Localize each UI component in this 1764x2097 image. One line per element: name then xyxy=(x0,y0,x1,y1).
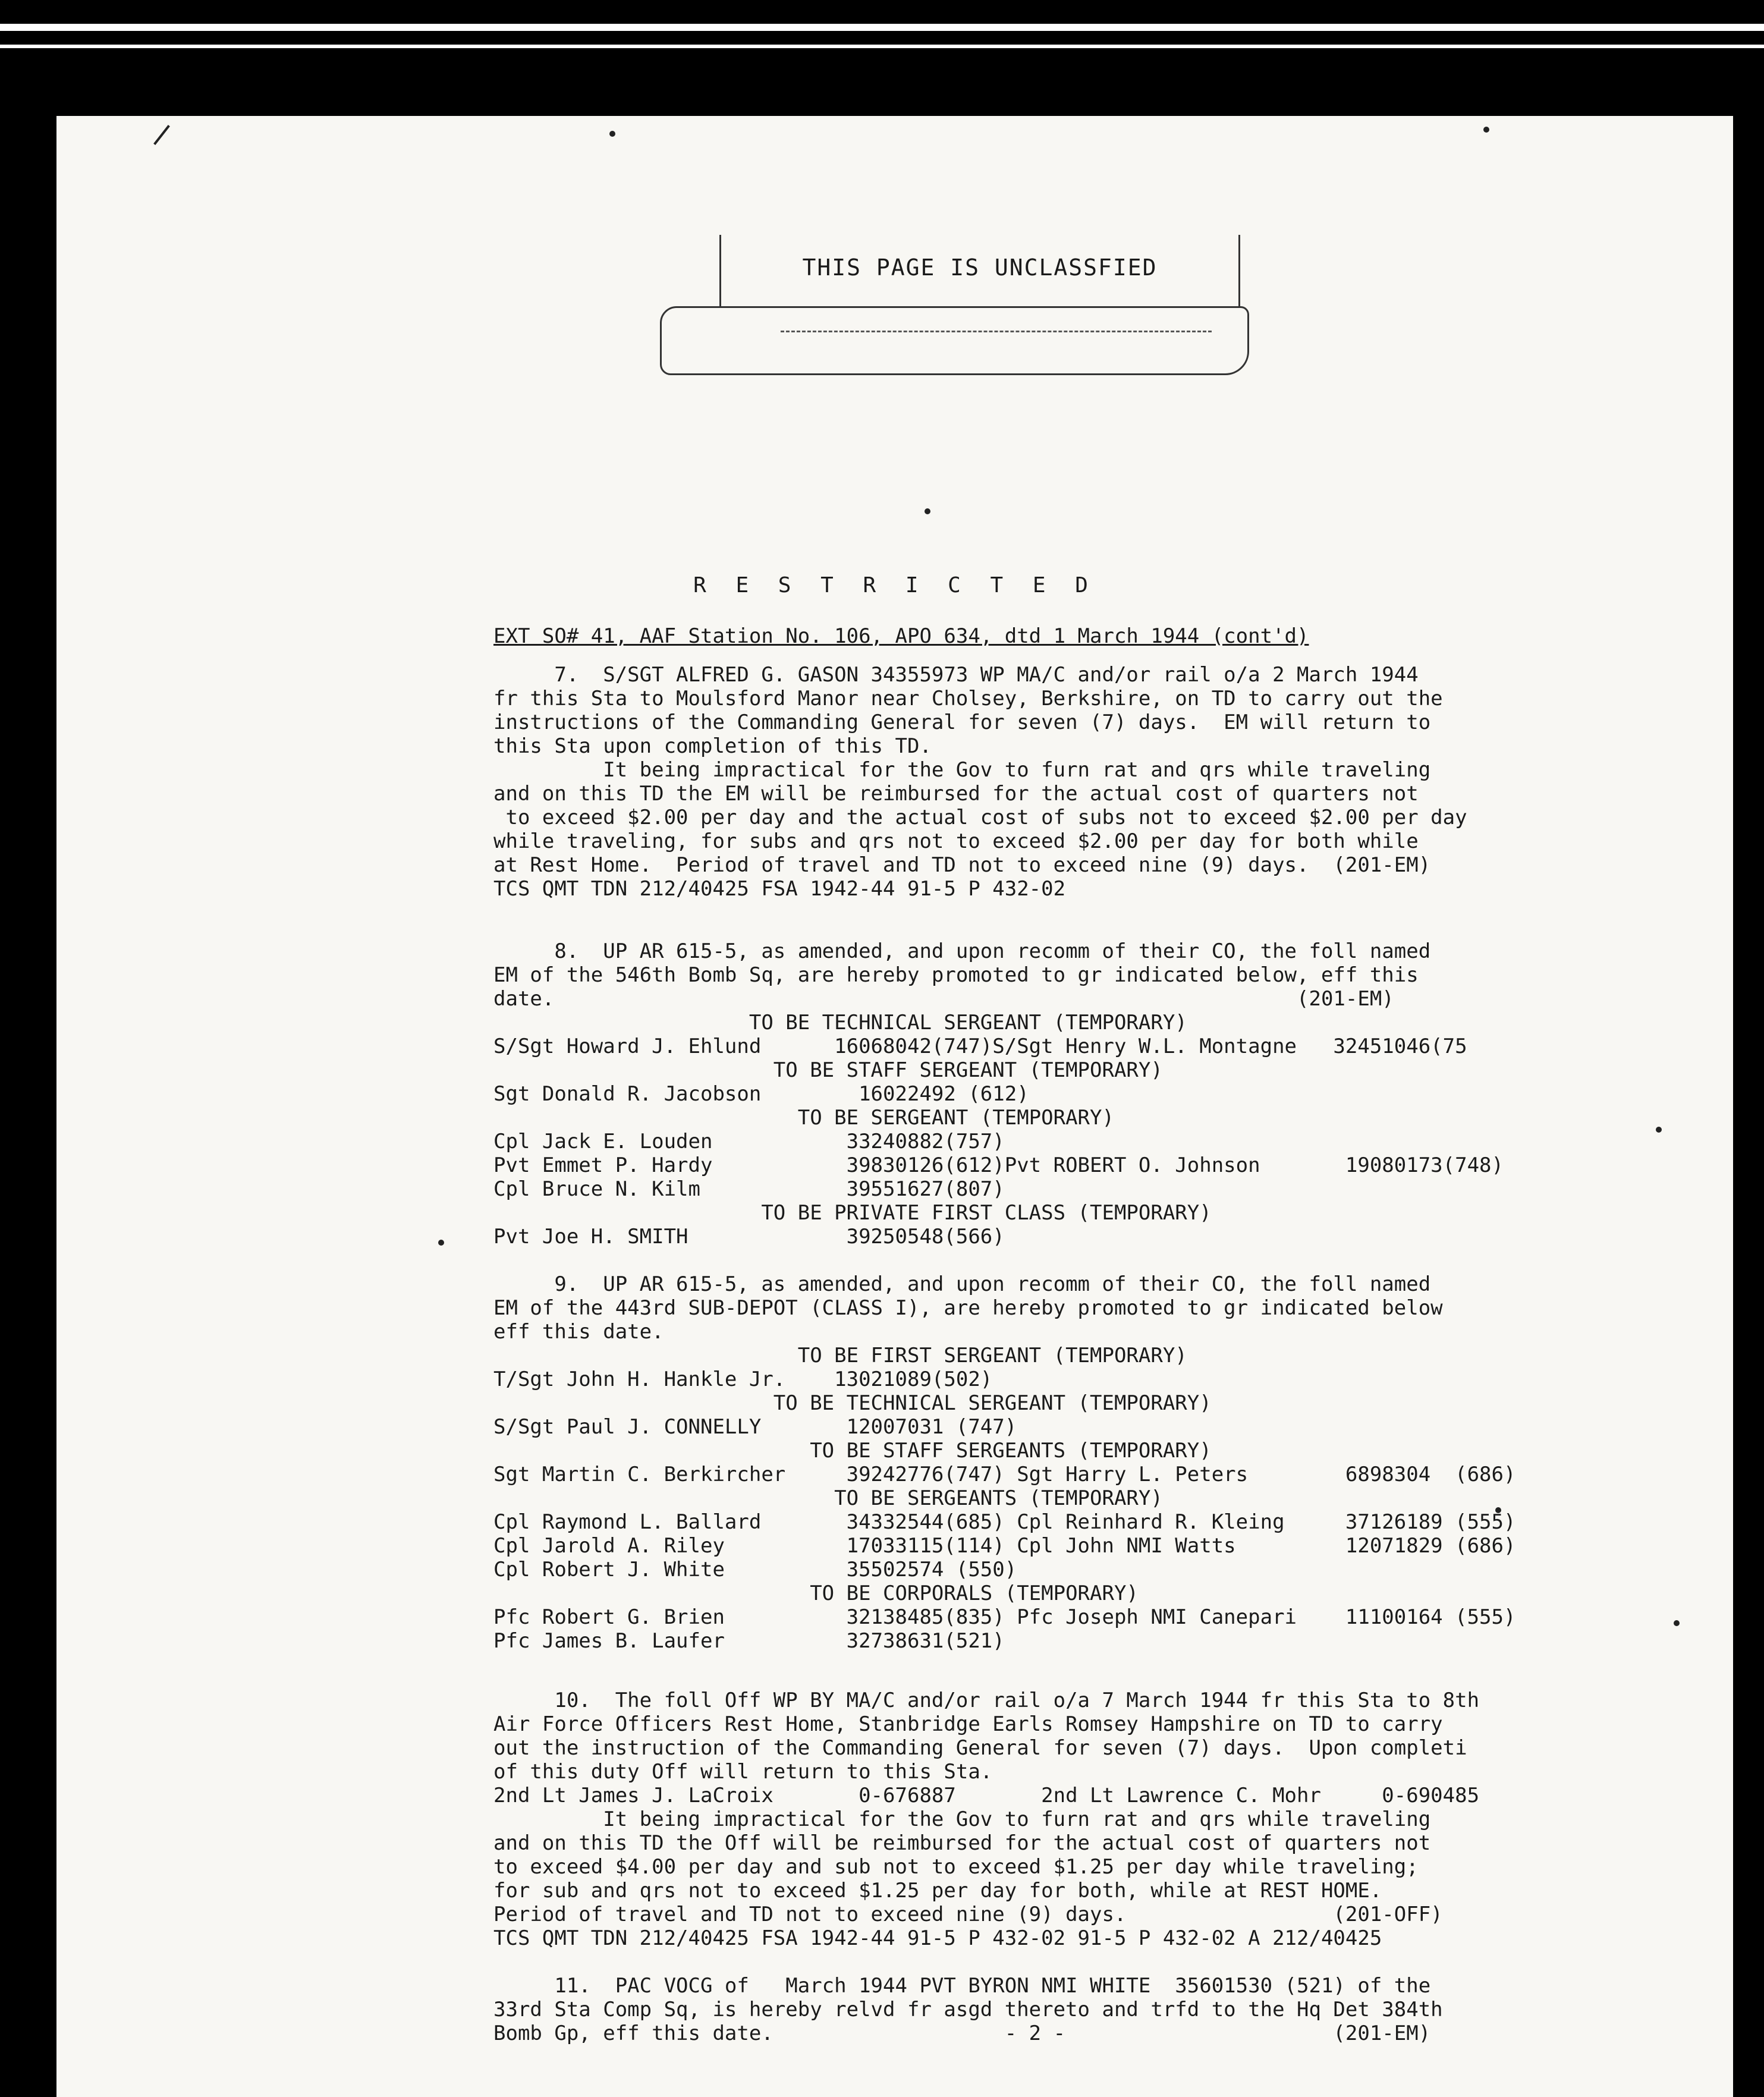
stamp-label: THIS PAGE IS UNCLASSFIED xyxy=(802,254,1158,281)
text-line: TO BE TECHNICAL SERGEANT (TEMPORARY) xyxy=(493,1391,1212,1415)
text-line: Air Force Officers Rest Home, Stanbridge Earls Romsey Hampshire on TD to carry xyxy=(493,1712,1443,1736)
text-line: S/Sgt Howard J. Ehlund 16068042(747)S/Sgt Henry W.L. Montagne 32451046(75 xyxy=(493,1035,1467,1058)
text-line: at Rest Home. Period of travel and TD not to exceed nine (9) days. (201-EM) xyxy=(493,853,1431,877)
text-line: TO BE FIRST SERGEANT (TEMPORARY) xyxy=(493,1344,1187,1367)
border-rule-1 xyxy=(0,24,1764,31)
text-line: to exceed $4.00 per day and sub not to exceed $1.25 per day while traveling; xyxy=(493,1855,1419,1879)
text-line: It being impractical for the Gov to furn rat and qrs while traveling xyxy=(493,1807,1431,1831)
text-line: TO BE STAFF SERGEANTS (TEMPORARY) xyxy=(493,1439,1212,1463)
text-line: T/Sgt John H. Hankle Jr. 13021089(502) xyxy=(493,1367,993,1391)
scan-mark xyxy=(153,125,170,145)
text-line: to exceed $2.00 per day and the actual cost of subs not to exceed $2.00 per day xyxy=(493,806,1467,829)
document-page xyxy=(56,116,1733,2097)
text-line: Cpl Raymond L. Ballard 34332544(685) Cpl Reinhard R. Kleing 37126189 (555) xyxy=(493,1510,1516,1534)
text-line: 2nd Lt James J. LaCroix 0-676887 2nd Lt Lawrence C. Mohr 0-690485 xyxy=(493,1784,1480,1807)
classification-heading: R E S T R I C T E D xyxy=(693,573,1096,598)
text-line: TO BE TECHNICAL SERGEANT (TEMPORARY) xyxy=(493,1011,1187,1035)
scan-speck xyxy=(1674,1620,1680,1626)
text-line: for sub and qrs not to exceed $1.25 per day for both, while at REST HOME. xyxy=(493,1879,1382,1903)
scan-speck xyxy=(609,131,615,137)
text-line: 7. S/SGT ALFRED G. GASON 34355973 WP MA/C and/or rail o/a 2 March 1944 xyxy=(493,663,1419,687)
text-line: Cpl Jarold A. Riley 17033115(114) Cpl John NMI Watts 12071829 (686) xyxy=(493,1534,1516,1558)
text-line: 10. The foll Off WP BY MA/C and/or rail o/a 7 March 1944 fr this Sta to 8th xyxy=(493,1689,1480,1712)
text-line: It being impractical for the Gov to furn rat and qrs while traveling xyxy=(493,758,1431,782)
text-line: and on this TD the EM will be reimbursed for the actual cost of quarters not xyxy=(493,782,1419,806)
text-line: 33rd Sta Comp Sq, is hereby relvd fr asgd thereto and trfd to the Hq Det 384th xyxy=(493,1998,1443,2021)
text-line: Sgt Donald R. Jacobson 16022492 (612) xyxy=(493,1082,1029,1106)
text-line: instructions of the Commanding General for seven (7) days. EM will return to xyxy=(493,710,1431,734)
text-line: TO BE SERGEANTS (TEMPORARY) xyxy=(493,1486,1163,1510)
scan-speck xyxy=(925,508,930,514)
text-line: EM of the 546th Bomb Sq, are hereby promoted to gr indicated below, eff this xyxy=(493,963,1419,987)
text-line: while traveling, for subs and qrs not to exceed $2.00 per day for both while xyxy=(493,829,1419,853)
scan-speck xyxy=(1656,1127,1662,1133)
text-line: TCS QMT TDN 212/40425 FSA 1942-44 91-5 P 432-02 91-5 P 432-02 A 212/40425 xyxy=(493,1926,1382,1950)
text-line: 9. UP AR 615-5, as amended, and upon recomm of their CO, the foll named xyxy=(493,1272,1431,1296)
text-line: Pfc Robert G. Brien 32138485(835) Pfc Joseph NMI Canepari 11100164 (555) xyxy=(493,1605,1516,1629)
text-line: this Sta upon completion of this TD. xyxy=(493,734,932,758)
border-rule-2 xyxy=(0,45,1764,48)
scan-speck xyxy=(438,1240,444,1246)
stamp-lower-box xyxy=(660,306,1249,375)
text-line: Bomb Gp, eff this date. - 2 - (201-EM) xyxy=(493,2021,1431,2045)
text-line: Pvt Emmet P. Hardy 39830126(612)Pvt ROBERT O. Johnson 19080173(748) xyxy=(493,1153,1504,1177)
text-line: S/Sgt Paul J. CONNELLY 12007031 (747) xyxy=(493,1415,1017,1439)
text-line: of this duty Off will return to this Sta. xyxy=(493,1760,993,1784)
text-line: TO BE SERGEANT (TEMPORARY) xyxy=(493,1106,1114,1130)
scan-top-border xyxy=(0,0,1764,116)
text-line: 11. PAC VOCG of March 1944 PVT BYRON NMI WHITE 35601530 (521) of the xyxy=(493,1974,1431,1998)
order-header: EXT SO# 41, AAF Station No. 106, APO 634, dtd 1 March 1944 (cont'd) xyxy=(493,624,1309,648)
text-line: and on this TD the Off will be reimbursed for the actual cost of quarters not xyxy=(493,1831,1431,1855)
text-line: 8. UP AR 615-5, as amended, and upon recomm of their CO, the foll named xyxy=(493,939,1431,963)
text-line: Pfc James B. Laufer 32738631(521) xyxy=(493,1629,1005,1653)
text-line: EM of the 443rd SUB-DEPOT (CLASS I), are hereby promoted to gr indicated below xyxy=(493,1296,1443,1320)
text-line: Cpl Robert J. White 35502574 (550) xyxy=(493,1558,1017,1582)
text-line: eff this date. xyxy=(493,1320,664,1344)
text-line: TO BE STAFF SERGEANT (TEMPORARY) xyxy=(493,1058,1163,1082)
text-line: Sgt Martin C. Berkircher 39242776(747) Sgt Harry L. Peters 6898304 (686) xyxy=(493,1463,1516,1486)
text-line: TCS QMT TDN 212/40425 FSA 1942-44 91-5 P 432-02 xyxy=(493,877,1066,901)
text-line: Period of travel and TD not to exceed nine (9) days. (201-OFF) xyxy=(493,1903,1443,1926)
text-line: date. (201-EM) xyxy=(493,987,1394,1011)
unclassified-stamp xyxy=(719,235,1240,306)
text-line: TO BE CORPORALS (TEMPORARY) xyxy=(493,1582,1139,1605)
text-line: out the instruction of the Commanding General for seven (7) days. Upon completi xyxy=(493,1736,1467,1760)
text-line: TO BE PRIVATE FIRST CLASS (TEMPORARY) xyxy=(493,1201,1212,1225)
text-line: Cpl Jack E. Louden 33240882(757) xyxy=(493,1130,1005,1153)
text-line: Cpl Bruce N. Kilm 39551627(807) xyxy=(493,1177,1005,1201)
text-line: fr this Sta to Moulsford Manor near Cholsey, Berkshire, on TD to carry out the xyxy=(493,687,1443,710)
scan-speck xyxy=(1483,127,1489,133)
text-line: Pvt Joe H. SMITH 39250548(566) xyxy=(493,1225,1005,1249)
